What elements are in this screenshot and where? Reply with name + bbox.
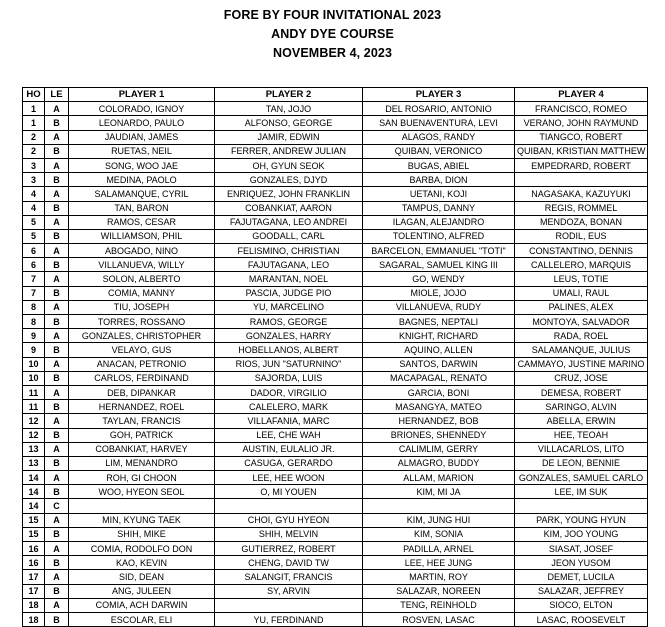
cell-player-3: KIM, MI JA [363, 485, 515, 499]
cell-player-4 [515, 173, 648, 187]
cell-player-2: SAJORDA, LUIS [215, 371, 363, 385]
cell-player-2: YU, MARCELINO [215, 300, 363, 314]
table-row [23, 556, 648, 570]
cell-player-1: WILLIAMSON, PHIL [69, 229, 215, 243]
cell-flight: B [45, 527, 69, 541]
table-row [23, 187, 648, 201]
table-row [23, 499, 648, 513]
cell-player-1: LEONARDO, PAULO [69, 116, 215, 130]
table-row [23, 286, 648, 300]
cell-player-3: BARBA, DION [363, 173, 515, 187]
cell-hole: 6 [23, 258, 45, 272]
cell-hole: 7 [23, 286, 45, 300]
cell-player-2: OH, GYUN SEOK [215, 158, 363, 172]
cell-player-1: SONG, WOO JAE [69, 158, 215, 172]
cell-player-1: COMIA, ACH DARWIN [69, 598, 215, 612]
cell-player-2: MARANTAN, NOEL [215, 272, 363, 286]
cell-player-4: UMALI, RAUL [515, 286, 648, 300]
cell-player-4: QUIBAN, KRISTIAN MATTHEW [515, 144, 648, 158]
cell-player-2: GONZALES, DJYD [215, 173, 363, 187]
cell-hole: 16 [23, 542, 45, 556]
cell-player-2: LEE, HEE WOON [215, 471, 363, 485]
cell-flight: B [45, 258, 69, 272]
cell-player-3: MASANGYA, MATEO [363, 400, 515, 414]
cell-player-2: VILLAFANIA, MARC [215, 414, 363, 428]
cell-flight: A [45, 244, 69, 258]
cell-hole: 11 [23, 385, 45, 399]
cell-player-2: GONZALES, HARRY [215, 329, 363, 343]
table-row [23, 456, 648, 470]
cell-player-4: LASAC, ROOSEVELT [515, 612, 648, 626]
cell-player-2: GUTIERREZ, ROBERT [215, 542, 363, 556]
cell-player-2: JAMIR, EDWIN [215, 130, 363, 144]
cell-hole: 12 [23, 414, 45, 428]
cell-flight: B [45, 201, 69, 215]
cell-hole: 3 [23, 173, 45, 187]
cell-player-1: COMIA, MANNY [69, 286, 215, 300]
cell-hole: 13 [23, 442, 45, 456]
cell-flight: C [45, 499, 69, 513]
table-row [23, 343, 648, 357]
cell-player-1: JAUDIAN, JAMES [69, 130, 215, 144]
cell-hole: 4 [23, 187, 45, 201]
cell-player-2: SY, ARVIN [215, 584, 363, 598]
table-row [23, 201, 648, 215]
cell-player-2: TAN, JOJO [215, 102, 363, 116]
cell-hole: 14 [23, 471, 45, 485]
cell-player-4: SALAZAR, JEFFREY [515, 584, 648, 598]
cell-flight: B [45, 428, 69, 442]
cell-player-1: CARLOS, FERDINAND [69, 371, 215, 385]
cell-player-2: COBANKIAT, AARON [215, 201, 363, 215]
cell-player-1: ESCOLAR, ELI [69, 612, 215, 626]
cell-player-4: GONZALES, SAMUEL CARLO [515, 471, 648, 485]
cell-player-4: LEE, IM SUK [515, 485, 648, 499]
cell-hole: 1 [23, 102, 45, 116]
cell-hole: 8 [23, 300, 45, 314]
table-row [23, 215, 648, 229]
cell-player-4: SIASAT, JOSEF [515, 542, 648, 556]
cell-hole: 11 [23, 400, 45, 414]
table-row [23, 357, 648, 371]
cell-player-4: DEMET, LUCILA [515, 570, 648, 584]
cell-player-4: DEMESA, ROBERT [515, 385, 648, 399]
table-row [23, 414, 648, 428]
table-row [23, 244, 648, 258]
cell-hole: 7 [23, 272, 45, 286]
cell-flight: A [45, 471, 69, 485]
cell-player-3 [363, 499, 515, 513]
cell-player-2: O, MI YOUEN [215, 485, 363, 499]
table-row [23, 300, 648, 314]
cell-player-4: DE LEON, BENNIE [515, 456, 648, 470]
cell-player-3: BARCELON, EMMANUEL "TOTI" [363, 244, 515, 258]
cell-hole: 16 [23, 556, 45, 570]
cell-flight: A [45, 542, 69, 556]
table-row [23, 385, 648, 399]
cell-player-4: RODIL, EUS [515, 229, 648, 243]
cell-flight: A [45, 158, 69, 172]
cell-flight: A [45, 329, 69, 343]
cell-player-4: CALLELERO, MARQUIS [515, 258, 648, 272]
cell-player-4: LEUS, TOTIE [515, 272, 648, 286]
cell-player-3: BRIONES, SHENNEDY [363, 428, 515, 442]
cell-player-1: COMIA, RODOLFO DON [69, 542, 215, 556]
table-row [23, 542, 648, 556]
cell-player-4: JEON YUSOM [515, 556, 648, 570]
cell-player-3: ALLAM, MARION [363, 471, 515, 485]
cell-hole: 3 [23, 158, 45, 172]
cell-flight: B [45, 456, 69, 470]
cell-flight: A [45, 570, 69, 584]
cell-flight: B [45, 173, 69, 187]
cell-player-1: RUETAS, NEIL [69, 144, 215, 158]
table-header-row [23, 88, 648, 102]
table-row [23, 315, 648, 329]
cell-player-1: VILLANUEVA, WILLY [69, 258, 215, 272]
table-row [23, 130, 648, 144]
cell-player-2 [215, 598, 363, 612]
cell-player-4: VILLACARLOS, LITO [515, 442, 648, 456]
column-header-ho: HO [23, 88, 45, 102]
cell-flight: B [45, 116, 69, 130]
cell-player-2: SALANGIT, FRANCIS [215, 570, 363, 584]
cell-player-4: FRANCISCO, ROMEO [515, 102, 648, 116]
cell-hole: 9 [23, 343, 45, 357]
cell-flight: A [45, 357, 69, 371]
table-row [23, 584, 648, 598]
cell-player-4: VERANO, JOHN RAYMUND [515, 116, 648, 130]
cell-player-4: REGIS, ROMMEL [515, 201, 648, 215]
cell-player-1: ANACAN, PETRONIO [69, 357, 215, 371]
cell-player-1: HERNANDEZ, ROEL [69, 400, 215, 414]
cell-player-4: SIOCO, ELTON [515, 598, 648, 612]
cell-player-1: ABOGADO, NINO [69, 244, 215, 258]
table-row [23, 258, 648, 272]
cell-flight: A [45, 414, 69, 428]
cell-player-3: AQUINO, ALLEN [363, 343, 515, 357]
cell-player-3: HERNANDEZ, BOB [363, 414, 515, 428]
cell-player-3: BUGAS, ABIEL [363, 158, 515, 172]
cell-hole: 17 [23, 570, 45, 584]
cell-flight: B [45, 144, 69, 158]
cell-hole: 18 [23, 612, 45, 626]
cell-player-4: CAMMAYO, JUSTINE MARINO [515, 357, 648, 371]
cell-player-4: MONTOYA, SALVADOR [515, 315, 648, 329]
table-row [23, 612, 648, 626]
column-header-player-2: PLAYER 2 [215, 88, 363, 102]
cell-hole: 12 [23, 428, 45, 442]
cell-player-2: FAJUTAGANA, LEO ANDREI [215, 215, 363, 229]
cell-flight: B [45, 229, 69, 243]
cell-player-3: SAN BUENAVENTURA, LEVI [363, 116, 515, 130]
cell-flight: B [45, 286, 69, 300]
cell-player-1: GOH, PATRICK [69, 428, 215, 442]
cell-player-1: MEDINA, PAOLO [69, 173, 215, 187]
cell-player-1 [69, 499, 215, 513]
cell-player-1: SHIH, MIKE [69, 527, 215, 541]
cell-player-4: PALINES, ALEX [515, 300, 648, 314]
table-row [23, 329, 648, 343]
cell-player-1: COBANKIAT, HARVEY [69, 442, 215, 456]
cell-player-1: KAO, KEVIN [69, 556, 215, 570]
cell-flight: A [45, 215, 69, 229]
cell-player-1: RAMOS, CESAR [69, 215, 215, 229]
cell-player-3: MIOLE, JOJO [363, 286, 515, 300]
cell-player-3: KIM, SONIA [363, 527, 515, 541]
cell-hole: 14 [23, 485, 45, 499]
cell-player-3: KNIGHT, RICHARD [363, 329, 515, 343]
cell-player-2: FERRER, ANDREW JULIAN [215, 144, 363, 158]
cell-player-4: RADA, ROEL [515, 329, 648, 343]
cell-player-4: SALAMANQUE, JULIUS [515, 343, 648, 357]
cell-hole: 1 [23, 116, 45, 130]
table-row [23, 428, 648, 442]
cell-hole: 10 [23, 371, 45, 385]
cell-flight: A [45, 385, 69, 399]
cell-player-3: DEL ROSARIO, ANTONIO [363, 102, 515, 116]
cell-player-3: UETANI, KOJI [363, 187, 515, 201]
table-body [23, 102, 648, 627]
cell-flight: A [45, 598, 69, 612]
cell-player-1: WOO, HYEON SEOL [69, 485, 215, 499]
table-row [23, 485, 648, 499]
cell-player-2: GOODALL, CARL [215, 229, 363, 243]
cell-player-4: KIM, JOO YOUNG [515, 527, 648, 541]
cell-player-4: EMPEDRARD, ROBERT [515, 158, 648, 172]
cell-player-1: LIM, MENANDRO [69, 456, 215, 470]
cell-player-2: AUSTIN, EULALIO JR. [215, 442, 363, 456]
table-row [23, 173, 648, 187]
cell-player-1: SID, DEAN [69, 570, 215, 584]
table-row [23, 371, 648, 385]
cell-player-1: VELAYO, GUS [69, 343, 215, 357]
event-title: FORE BY FOUR INVITATIONAL 2023 [223, 8, 442, 22]
table-row [23, 570, 648, 584]
pairings-table [22, 87, 648, 627]
cell-player-3: LEE, HEE JUNG [363, 556, 515, 570]
cell-flight: A [45, 272, 69, 286]
cell-flight: A [45, 513, 69, 527]
cell-flight: A [45, 442, 69, 456]
cell-hole: 4 [23, 201, 45, 215]
cell-player-1: TIU, JOSEPH [69, 300, 215, 314]
cell-player-4 [515, 499, 648, 513]
table-row [23, 116, 648, 130]
cell-player-4: HEE, TEOAH [515, 428, 648, 442]
cell-player-2: YU, FERDINAND [215, 612, 363, 626]
column-header-player-4: PLAYER 4 [515, 88, 648, 102]
cell-hole: 9 [23, 329, 45, 343]
cell-player-3: MACAPAGAL, RENATO [363, 371, 515, 385]
table-row [23, 229, 648, 243]
table-row [23, 158, 648, 172]
cell-hole: 5 [23, 229, 45, 243]
cell-player-1: ROH, GI CHOON [69, 471, 215, 485]
cell-player-2: FAJUTAGANA, LEO [215, 258, 363, 272]
cell-player-1: GONZALES, CHRISTOPHER [69, 329, 215, 343]
cell-player-4: CONSTANTINO, DENNIS [515, 244, 648, 258]
cell-player-1: TAN, BARON [69, 201, 215, 215]
course-name: ANDY DYE COURSE [271, 27, 394, 41]
cell-flight: A [45, 130, 69, 144]
cell-flight: B [45, 400, 69, 414]
column-header-player-1: PLAYER 1 [69, 88, 215, 102]
cell-hole: 17 [23, 584, 45, 598]
cell-flight: B [45, 315, 69, 329]
cell-hole: 5 [23, 215, 45, 229]
cell-player-2: SHIH, MELVIN [215, 527, 363, 541]
cell-player-2: CASUGA, GERARDO [215, 456, 363, 470]
cell-flight: A [45, 300, 69, 314]
cell-hole: 13 [23, 456, 45, 470]
cell-player-3: ALMAGRO, BUDDY [363, 456, 515, 470]
cell-player-4: SARINGO, ALVIN [515, 400, 648, 414]
cell-player-2: LEE, CHE WAH [215, 428, 363, 442]
cell-player-3: CALIMLIM, GERRY [363, 442, 515, 456]
cell-player-3: PADILLA, ARNEL [363, 542, 515, 556]
table-row [23, 442, 648, 456]
cell-player-1: TORRES, ROSSANO [69, 315, 215, 329]
cell-player-3: QUIBAN, VERONICO [363, 144, 515, 158]
cell-player-4: NAGASAKA, KAZUYUKI [515, 187, 648, 201]
cell-flight: A [45, 102, 69, 116]
table-row [23, 144, 648, 158]
cell-player-2: CHENG, DAVID TW [215, 556, 363, 570]
cell-player-2: ENRIQUEZ, JOHN FRANKLIN [215, 187, 363, 201]
table-row [23, 471, 648, 485]
cell-player-3: SAGARAL, SAMUEL KING III [363, 258, 515, 272]
table-row [23, 102, 648, 116]
cell-player-4: MENDOZA, BONAN [515, 215, 648, 229]
cell-hole: 15 [23, 527, 45, 541]
cell-player-2: FELISMINO, CHRISTIAN [215, 244, 363, 258]
cell-player-4: PARK, YOUNG HYUN [515, 513, 648, 527]
cell-player-1: DEB, DIPANKAR [69, 385, 215, 399]
cell-player-2: RAMOS, GEORGE [215, 315, 363, 329]
cell-player-1: COLORADO, IGNOY [69, 102, 215, 116]
cell-hole: 15 [23, 513, 45, 527]
cell-player-2: ALFONSO, GEORGE [215, 116, 363, 130]
cell-player-3: VILLANUEVA, RUDY [363, 300, 515, 314]
cell-player-2: DADOR, VIRGILIO [215, 385, 363, 399]
cell-flight: B [45, 612, 69, 626]
cell-player-2: CALELERO, MARK [215, 400, 363, 414]
cell-player-3: GO, WENDY [363, 272, 515, 286]
cell-player-3: SALAZAR, NOREEN [363, 584, 515, 598]
cell-player-2 [215, 499, 363, 513]
cell-player-3: ROSVEN, LASAC [363, 612, 515, 626]
cell-hole: 18 [23, 598, 45, 612]
event-date: NOVEMBER 4, 2023 [272, 46, 392, 60]
cell-flight: B [45, 556, 69, 570]
cell-player-3: KIM, JUNG HUI [363, 513, 515, 527]
cell-hole: 8 [23, 315, 45, 329]
cell-hole: 2 [23, 130, 45, 144]
cell-flight: B [45, 485, 69, 499]
cell-player-4: TIANGCO, ROBERT [515, 130, 648, 144]
cell-player-3: ALAGOS, RANDY [363, 130, 515, 144]
cell-player-1: ANG, JULEEN [69, 584, 215, 598]
cell-player-4: ABELLA, ERWIN [515, 414, 648, 428]
cell-flight: B [45, 343, 69, 357]
table-row [23, 400, 648, 414]
cell-player-1: MIN, KYUNG TAEK [69, 513, 215, 527]
table-row [23, 527, 648, 541]
cell-player-3: TOLENTINO, ALFRED [363, 229, 515, 243]
column-header-player-3: PLAYER 3 [363, 88, 515, 102]
cell-player-3: MARTIN, ROY [363, 570, 515, 584]
column-header-le: LE [45, 88, 69, 102]
cell-player-1: SALAMANQUE, CYRIL [69, 187, 215, 201]
cell-player-2: PASCIA, JUDGE PIO [215, 286, 363, 300]
table-row [23, 598, 648, 612]
cell-player-2: CHOI, GYU HYEON [215, 513, 363, 527]
cell-flight: B [45, 584, 69, 598]
cell-player-2: HOBELLANOS, ALBERT [215, 343, 363, 357]
cell-player-3: TAMPUS, DANNY [363, 201, 515, 215]
cell-hole: 10 [23, 357, 45, 371]
cell-player-3: GARCIA, BONI [363, 385, 515, 399]
cell-player-1: TAYLAN, FRANCIS [69, 414, 215, 428]
cell-hole: 14 [23, 499, 45, 513]
cell-hole: 6 [23, 244, 45, 258]
cell-flight: A [45, 187, 69, 201]
cell-player-3: BAGNES, NEPTALI [363, 315, 515, 329]
cell-player-2: RIOS, JUN "SATURNINO" [215, 357, 363, 371]
table-row [23, 513, 648, 527]
cell-player-4: CRUZ, JOSE [515, 371, 648, 385]
cell-player-3: ILAGAN, ALEJANDRO [363, 215, 515, 229]
table-row [23, 272, 648, 286]
cell-player-3: TENG, REINHOLD [363, 598, 515, 612]
cell-player-3: SANTOS, DARWIN [363, 357, 515, 371]
cell-flight: B [45, 371, 69, 385]
cell-player-1: SOLON, ALBERTO [69, 272, 215, 286]
cell-hole: 2 [23, 144, 45, 158]
document-header [0, 0, 665, 63]
